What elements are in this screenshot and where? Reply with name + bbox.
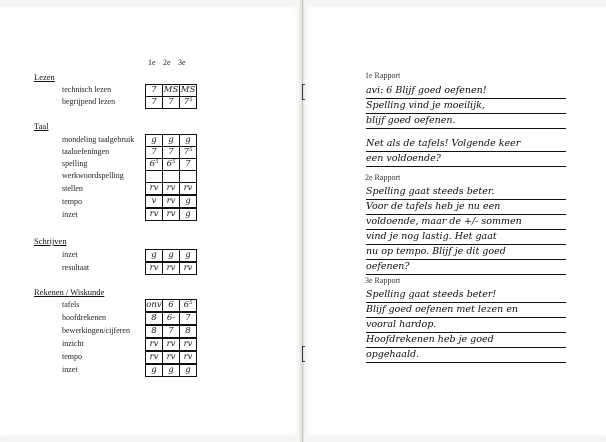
section-title-schrijven: Schrijven: [34, 236, 67, 246]
grades-grid-rekenen: [145, 299, 196, 377]
gutter-line: [302, 0, 303, 442]
grades-grid-lezen: [145, 84, 196, 108]
note-line: Spelling gaat steeds beter!: [366, 288, 566, 303]
row-label: inzet: [62, 250, 78, 259]
grade-cell: rv: [179, 338, 197, 351]
row-label: taaloefeningen: [62, 147, 110, 156]
row-label: tempo: [62, 197, 82, 206]
grades-grid-taal: [145, 134, 196, 221]
grades-grid-schrijven: [145, 249, 196, 275]
grade-row: [145, 134, 196, 146]
section-title-lezen: Lezen: [34, 72, 55, 82]
grade-cell: g: [179, 134, 197, 147]
note-line: oefenen?: [366, 260, 566, 275]
grade-cell: 7⁵: [179, 146, 197, 159]
note-line: nu op tempo. Blijf je dit goed: [366, 245, 566, 260]
grade-cell: rv: [145, 351, 163, 364]
grade-cell: rv: [145, 182, 163, 195]
grade-row: [145, 325, 196, 338]
grade-cell: g: [145, 364, 163, 377]
grade-cell: g: [179, 364, 197, 377]
note-line: Hoofdrekenen heb je goed: [366, 333, 566, 348]
grade-cell: 6⁵: [179, 299, 197, 312]
grade-cell: rv: [145, 338, 163, 351]
grade-cell: 7: [145, 96, 163, 109]
note-line: Blijf goed oefenen met lezen en: [366, 303, 566, 318]
row-label: tempo: [62, 352, 82, 361]
grade-cell: 8: [179, 325, 197, 338]
grade-cell: 6⁵: [162, 158, 180, 171]
grade-cell: g: [179, 195, 197, 208]
grade-cell: 7: [145, 146, 163, 159]
note-line: avi: 6 Blijf goed oefenen!: [366, 84, 566, 99]
row-label: begrijpend lezen: [62, 97, 116, 106]
grade-row: [145, 170, 196, 182]
grade-cell: rv: [162, 182, 180, 195]
grade-cell: g: [162, 364, 180, 377]
rapport-2-notes: [366, 185, 566, 275]
grade-row: [145, 338, 196, 351]
grade-cell: 8: [145, 325, 163, 338]
grade-cell: rv: [145, 262, 163, 275]
grade-row: [145, 96, 196, 108]
staple-bottom: [302, 346, 305, 362]
column-header-1: 1e: [148, 58, 156, 67]
grade-cell: g: [179, 249, 197, 262]
grade-cell: 7: [162, 325, 180, 338]
grade-row: [145, 158, 196, 170]
grade-row: [145, 182, 196, 195]
row-label: mondeling taalgebruik: [62, 135, 135, 144]
staple-top: [302, 84, 305, 100]
grade-cell: 6: [162, 299, 180, 312]
rapport-3-title: 3e Rapport: [365, 276, 401, 285]
note-line: blijf goed oefenen.: [366, 114, 566, 129]
grade-row: [145, 351, 196, 364]
grade-cell: 7: [162, 146, 180, 159]
rapport-2-title: 2e Rapport: [365, 173, 401, 182]
row-label: inzicht: [62, 339, 84, 348]
rapport-1-notes: [366, 84, 566, 167]
row-label: spelling: [62, 159, 88, 168]
grade-row: [145, 299, 196, 312]
note-line: vind je nog lastig. Het gaat: [366, 230, 566, 245]
section-title-taal: Taal: [34, 121, 49, 131]
row-label: inzet: [62, 365, 78, 374]
column-header-2: 2e: [163, 58, 171, 67]
grade-cell: 7: [145, 84, 163, 97]
grade-cell: MS: [180, 85, 196, 95]
grade-cell: rv: [162, 338, 180, 351]
grade-row: [145, 262, 196, 275]
row-label: technisch lezen: [62, 85, 112, 94]
row-label: stellen: [62, 184, 83, 193]
grade-row: [145, 312, 196, 325]
grade-cell: 6⁵: [145, 158, 163, 171]
grade-cell: 7: [179, 158, 197, 171]
grade-cell: g: [145, 134, 163, 147]
grade-cell: g: [162, 249, 180, 262]
grade-row: [145, 208, 196, 221]
grade-cell: v: [145, 195, 163, 208]
note-line: Spelling gaat steeds beter.: [366, 185, 566, 200]
note-line: Spelling vind je moeilijk,: [366, 99, 566, 114]
grade-cell: 7: [179, 312, 197, 325]
column-header-3: 3e: [178, 58, 186, 67]
grade-cell: rv: [145, 208, 163, 221]
grade-cell: 6-: [162, 312, 180, 325]
grade-cell: rv: [179, 262, 197, 275]
grade-row: [145, 146, 196, 158]
rapport-3-notes: [366, 288, 566, 363]
grade-cell: rv: [162, 262, 180, 275]
grade-cell: g: [162, 134, 180, 147]
note-line: Net als de tafels! Volgende keer: [366, 137, 566, 152]
grade-cell: rv: [162, 195, 180, 208]
note-line: [366, 129, 566, 137]
grade-row: [145, 84, 196, 96]
row-label: tafels: [62, 300, 80, 309]
grade-cell: onv: [146, 300, 162, 310]
row-label: resultaat: [62, 263, 90, 272]
grade-row: [145, 249, 196, 262]
note-line: een voldoende?: [366, 152, 566, 167]
note-line: voldoende, maar de +/- sommen: [366, 215, 566, 230]
grade-cell: rv: [179, 351, 197, 364]
row-label: bewerkingen/cijferen: [62, 326, 130, 335]
row-label: hoofdrekenen: [62, 313, 106, 322]
section-title-rekenen: Rekenen / Wiskunde: [34, 287, 105, 297]
row-label: inzet: [62, 210, 78, 219]
note-line: opgehaald.: [366, 348, 566, 363]
grade-cell: MS: [163, 85, 179, 95]
grade-cell: g: [179, 208, 197, 221]
grade-cell: g: [145, 249, 163, 262]
grade-cell: rv: [162, 351, 180, 364]
grade-row: [145, 364, 196, 377]
grade-cell: 7: [162, 96, 180, 109]
note-line: vooral hardop.: [366, 318, 566, 333]
grade-cell: 8: [145, 312, 163, 325]
grade-row: [145, 195, 196, 208]
note-line: Voor de tafels heb je nu een: [366, 200, 566, 215]
row-label: werkwoordspelling: [62, 171, 124, 180]
grade-cell: rv: [162, 208, 180, 221]
grade-cell: rv: [179, 182, 197, 195]
rapport-1-title: 1e Rapport: [365, 71, 401, 80]
grade-cell: 7⁵: [179, 96, 197, 109]
